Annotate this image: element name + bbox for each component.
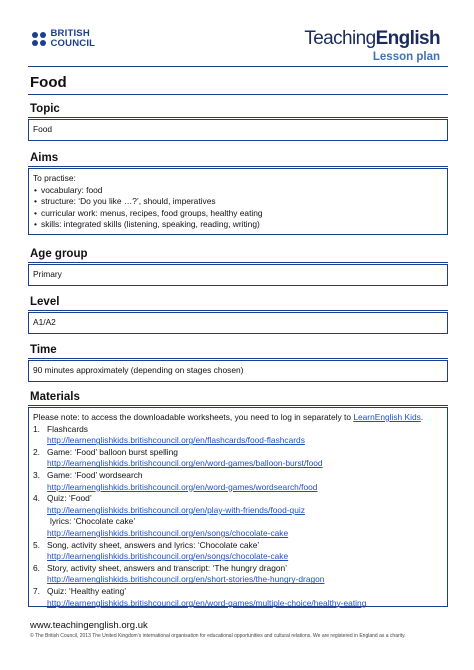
- title-divider: [28, 94, 448, 95]
- teachingenglish-brand: [304, 28, 440, 50]
- material-link-row: [33, 482, 443, 494]
- age-group-text: Primary: [33, 269, 62, 279]
- brand-part2: English: [375, 28, 440, 49]
- aims-item: • curricular work: menus, recipes, food groups, healthy eating: [43, 208, 443, 220]
- level-text: A1/A2: [33, 317, 56, 327]
- material-item: [33, 540, 443, 552]
- footer-site-url[interactable]: www.teachingenglish.org.uk: [30, 620, 148, 631]
- age-group-rule: [28, 262, 448, 263]
- lesson-plan-subtitle: Lesson plan: [372, 51, 440, 63]
- learnenglish-kids-link[interactable]: LearnEnglish Kids: [353, 412, 421, 422]
- material-item: [33, 586, 443, 598]
- materials-note-prefix: Please note: to access the downloadable worksheets, you need to log in separately to: [33, 412, 354, 422]
- materials-rule: [28, 405, 448, 406]
- material-item: [33, 470, 443, 482]
- material-number: 2.: [33, 446, 40, 457]
- material-link[interactable]: http://learnenglishkids.britishcouncil.org/en/word-games/wordsearch/food: [47, 481, 318, 492]
- material-label: Song, activity sheet, answers and lyrics: ‘Chocolate cake’: [47, 539, 260, 550]
- age-group-box: [28, 264, 448, 286]
- material-link-row: [33, 505, 443, 517]
- material-number: 5.: [33, 539, 40, 550]
- logo-text: [51, 29, 96, 49]
- material-number: 7.: [33, 585, 40, 596]
- header-divider: [28, 66, 448, 67]
- level-rule: [28, 310, 448, 311]
- aims-item: • structure: ‘Do you like …?’, should, imperatives: [43, 196, 443, 208]
- material-link[interactable]: http://learnenglishkids.britishcouncil.org/en/songs/chocolate-cake: [47, 551, 289, 562]
- material-link-row: [33, 574, 443, 586]
- materials-note: [33, 412, 443, 424]
- time-box: [28, 360, 448, 382]
- aims-item: • skills: integrated skills (listening, speaking, reading, writing): [43, 219, 443, 231]
- level-box: [28, 312, 448, 334]
- time-rule: [28, 358, 448, 359]
- material-link-row: [33, 551, 443, 563]
- time-heading: Time: [30, 344, 57, 356]
- material-number: 6.: [33, 562, 40, 573]
- topic-heading: Topic: [30, 103, 60, 115]
- material-link[interactable]: http://learnenglishkids.britishcouncil.org/en/songs/chocolate-cake: [47, 527, 289, 538]
- level-heading: Level: [30, 296, 60, 308]
- material-item: [33, 563, 443, 575]
- british-council-logo: [32, 29, 95, 49]
- aims-item: • vocabulary: food: [43, 185, 443, 197]
- page-title: Food: [30, 74, 67, 91]
- material-label: Game: ‘Food’ balloon burst spelling: [47, 446, 178, 457]
- material-link-row: [33, 458, 443, 470]
- material-number: 1.: [33, 423, 40, 434]
- topic-box: [28, 119, 448, 141]
- material-item: [33, 447, 443, 459]
- time-text: 90 minutes approximately (depending on stages chosen): [33, 365, 244, 375]
- material-label: Flashcards: [47, 423, 88, 434]
- material-link-row: [33, 528, 443, 540]
- material-number: 3.: [33, 469, 40, 480]
- material-item: [33, 424, 443, 436]
- material-label: Quiz: ‘Food’: [47, 493, 92, 504]
- age-group-heading: Age group: [30, 248, 88, 260]
- material-link[interactable]: http://learnenglishkids.britishcouncil.org/en/word-games/balloon-burst/food: [47, 458, 323, 469]
- aims-box: [28, 168, 448, 235]
- aims-intro: To practise:: [33, 173, 76, 183]
- material-link[interactable]: http://learnenglishkids.britishcouncil.org/en/word-games/multiple-choice/healthy-eating: [47, 597, 367, 608]
- footer-copyright: © The British Council, 2013 The United Kingdom’s international organisation for educational opportunities and cultural relations. We are registered in England as a charity.: [30, 633, 406, 639]
- aims-heading: Aims: [30, 152, 59, 164]
- logo-line2: COUNCIL: [50, 38, 96, 49]
- material-label: Quiz: ‘Healthy eating’: [47, 585, 127, 596]
- aims-list: [33, 185, 443, 231]
- material-link-row: [33, 598, 443, 610]
- material-link-row: [33, 435, 443, 447]
- material-label: Game: ‘Food’ wordsearch: [47, 469, 143, 480]
- logo-line1: BRITISH: [50, 28, 90, 39]
- material-link[interactable]: http://learnenglishkids.britishcouncil.org/en/play-with-friends/food-quiz: [47, 504, 305, 515]
- materials-heading: Materials: [30, 391, 80, 403]
- material-number: 4.: [33, 493, 40, 504]
- brand-part1: Teaching: [304, 28, 376, 49]
- topic-rule: [28, 117, 448, 118]
- material-link[interactable]: http://learnenglishkids.britishcouncil.org/en/short-stories/the-hungry-dragon: [47, 574, 325, 585]
- material-label: Story, activity sheet, answers and transcript: ‘The hungry dragon’: [47, 562, 288, 573]
- materials-note-suffix: .: [420, 412, 424, 422]
- material-extra: lyrics: ‘Chocolate cake’: [50, 516, 136, 527]
- topic-text: Food: [33, 124, 53, 134]
- material-item: [33, 493, 443, 505]
- material-link[interactable]: http://learnenglishkids.britishcouncil.org/en/flashcards/food-flashcards: [47, 435, 305, 446]
- aims-rule: [28, 166, 448, 167]
- materials-box: [28, 407, 448, 607]
- logo-dots-icon: [32, 32, 46, 46]
